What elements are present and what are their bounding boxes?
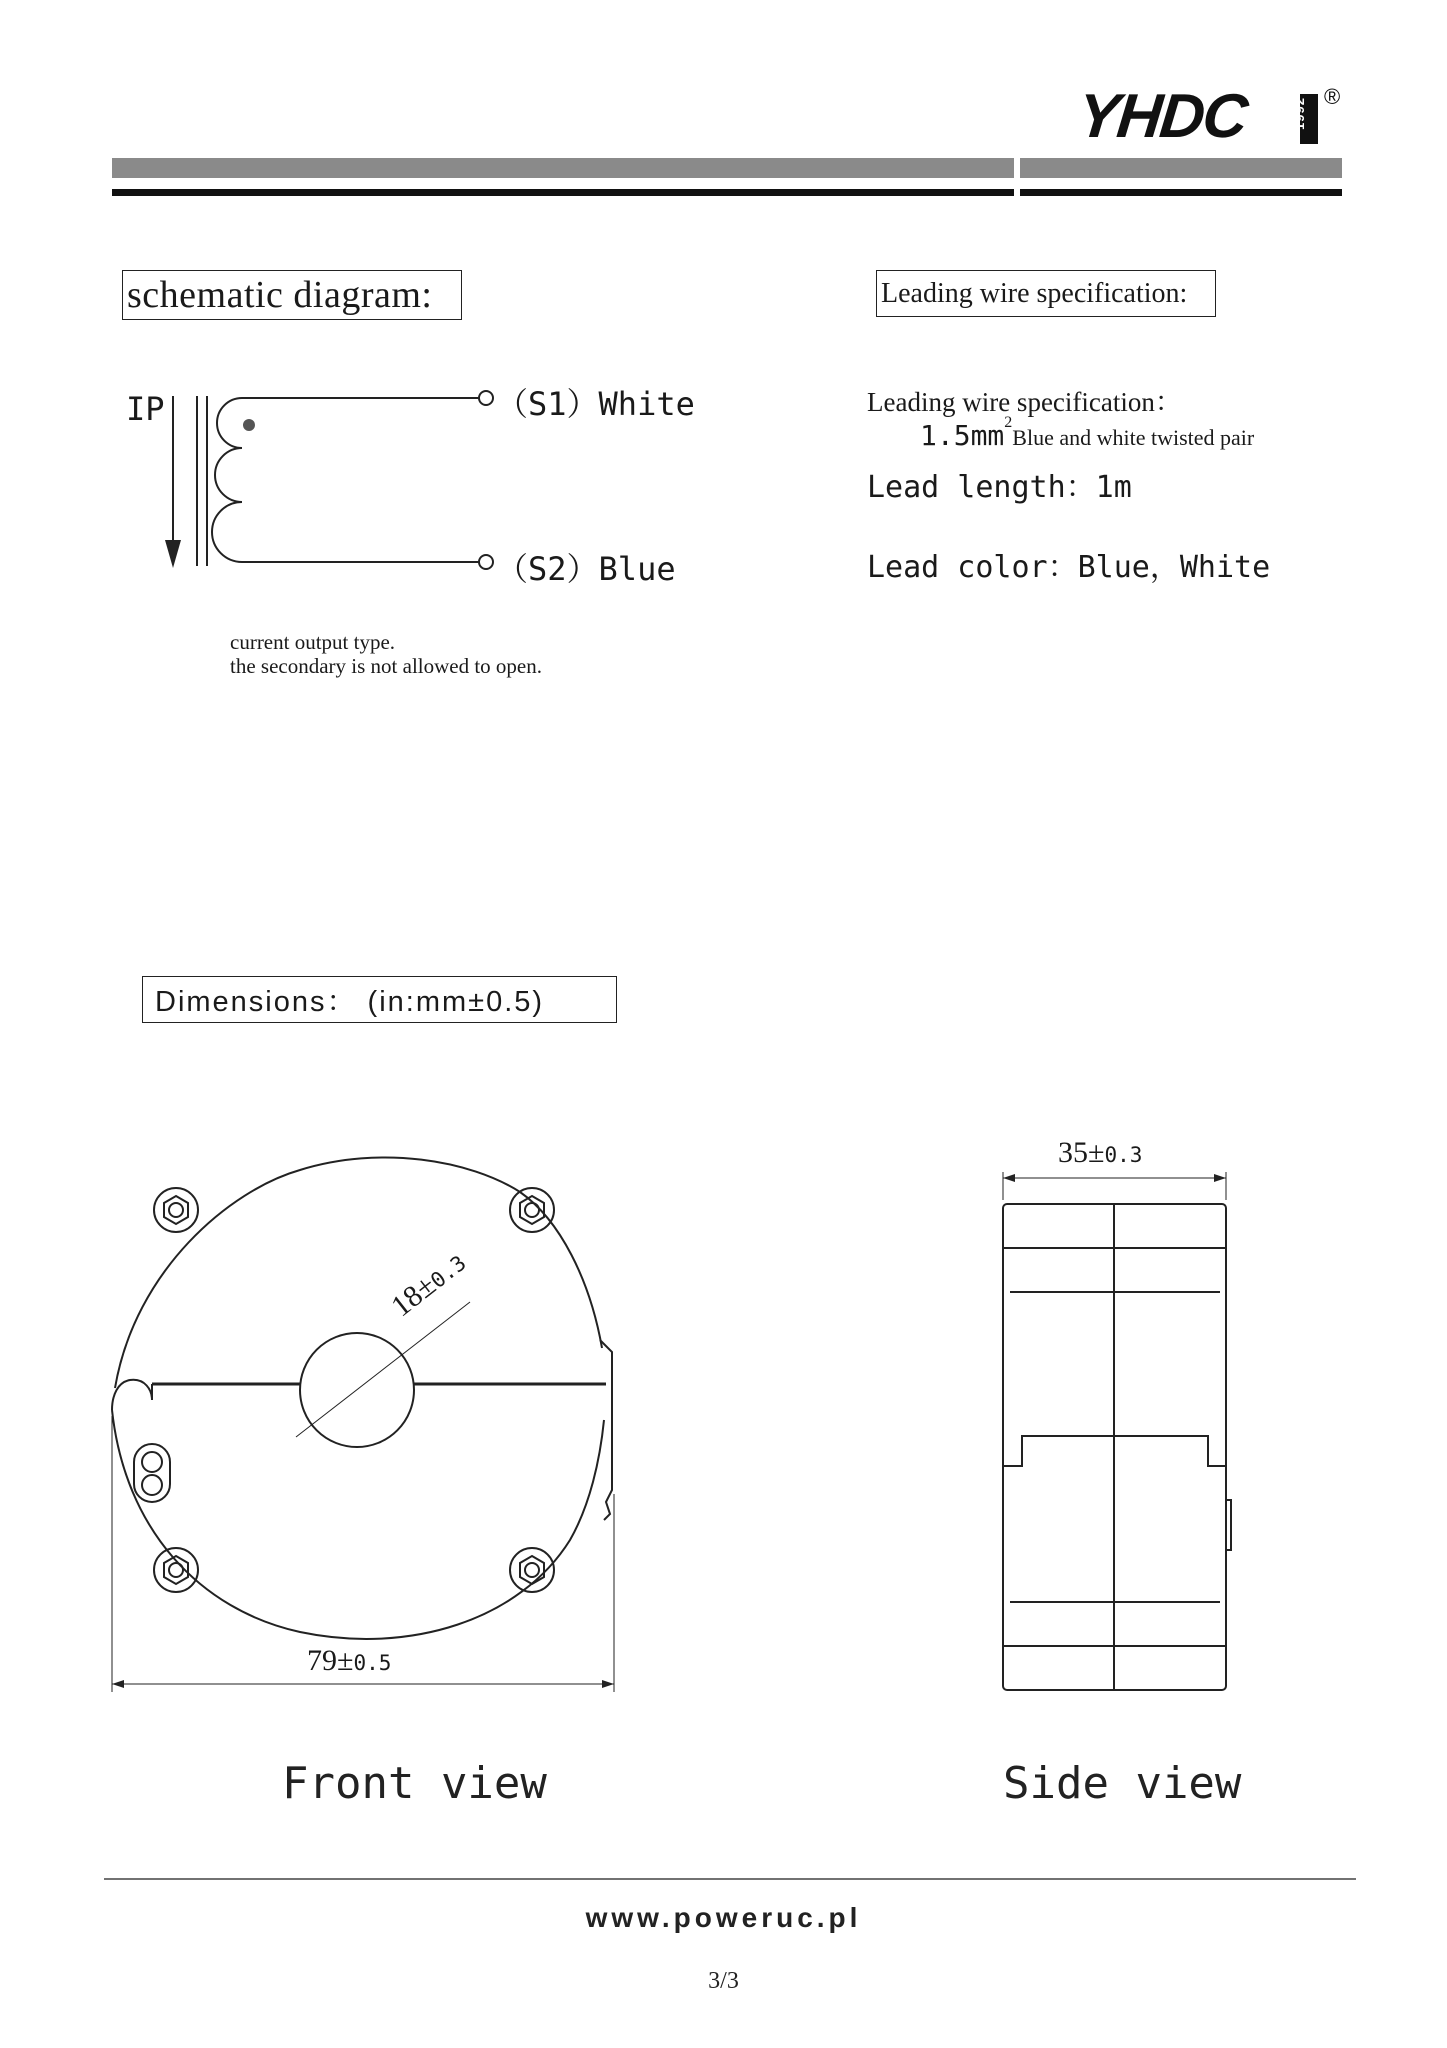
front-width-main: 79± xyxy=(307,1644,354,1677)
hole-dimension-line xyxy=(296,1302,470,1437)
mounting-hole-top-left xyxy=(154,1188,198,1232)
side-view-label: Side view xyxy=(1003,1758,1242,1809)
polarity-dot xyxy=(243,419,255,431)
side-clip-tab xyxy=(1226,1500,1231,1550)
note-secondary-open: the secondary is not allowed to open. xyxy=(230,654,543,678)
spec-superscript: 2 xyxy=(1004,414,1013,431)
front-view-label: Front view xyxy=(282,1758,547,1809)
logo-year-text: 1992 xyxy=(1292,97,1307,130)
front-width-tol: 0.5 xyxy=(353,1651,392,1675)
spec-heading: Leading wire specification： xyxy=(867,387,1182,417)
side-width-tol: 0.3 xyxy=(1104,1143,1143,1167)
terminal-s1 xyxy=(479,391,493,405)
front-view-drawing xyxy=(112,1157,614,1692)
mounting-hole-top-right xyxy=(510,1188,554,1232)
lead-color: Lead color：Blue，White xyxy=(867,550,1271,585)
front-right-clip xyxy=(600,1340,612,1520)
note-output-type: current output type. xyxy=(230,630,396,654)
side-width-main: 35± xyxy=(1058,1136,1105,1169)
spec-size: 1.5mm xyxy=(920,419,1005,452)
side-view-drawing xyxy=(1003,1172,1231,1690)
ip-label: IP xyxy=(126,390,165,428)
mounting-hole-bottom-left xyxy=(154,1548,198,1592)
ip-arrow-head xyxy=(165,540,181,568)
schematic-drawing xyxy=(165,391,493,569)
hole-main: 18± xyxy=(385,1268,443,1324)
company-logo: YHDC xyxy=(1074,82,1250,151)
wire-exit-holes xyxy=(134,1444,170,1502)
page-number: 3/3 xyxy=(708,1968,739,1994)
lead-length: Lead length：1m xyxy=(867,470,1132,505)
hole-tol: 0.3 xyxy=(425,1250,471,1294)
dimensions-title: Dimensions： (in:mm±0.5) xyxy=(142,976,617,1023)
website-link[interactable]: www.poweruc.pl xyxy=(585,1902,862,1933)
s2-blue-label: （S2）Blue xyxy=(496,550,676,588)
registered-mark: ® xyxy=(1324,84,1341,109)
terminal-s2 xyxy=(479,555,493,569)
leading-wire-title: Leading wire specification: xyxy=(876,270,1216,317)
s1-white-label: （S1）White xyxy=(496,385,695,423)
front-outline-bottom xyxy=(112,1410,604,1639)
schematic-title: schematic diagram: xyxy=(122,270,462,320)
spec-desc: Blue and white twisted pair xyxy=(1012,425,1255,450)
front-left-tab xyxy=(112,1380,152,1410)
